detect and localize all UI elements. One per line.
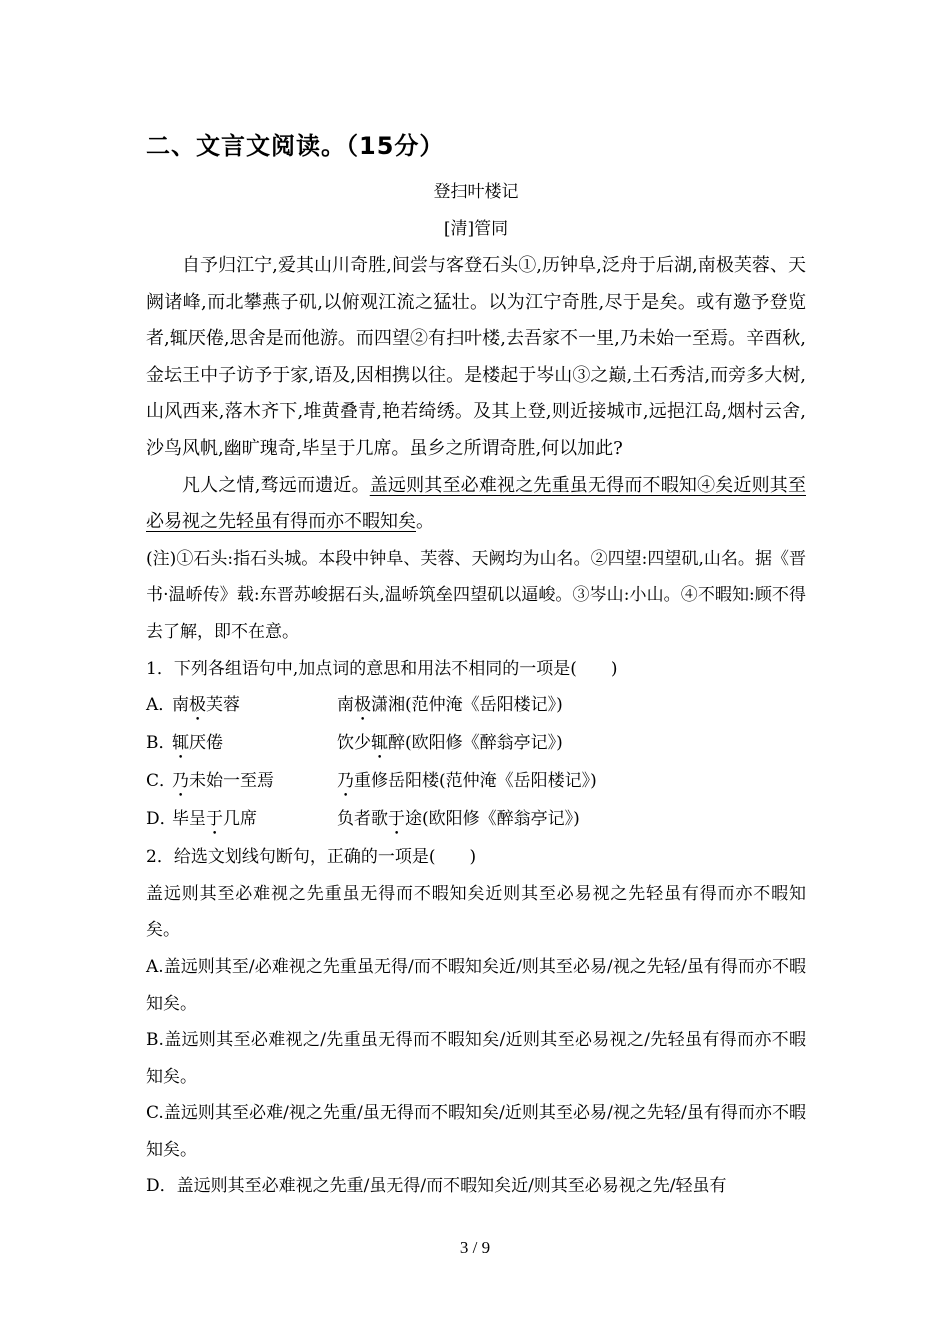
option-right-phrase: 负者歌于途(欧阳修《醉翁亭记》) bbox=[337, 809, 580, 830]
q2-option-d: D．盖远则其至必难视之先重/虽无得/而不暇知矣近/则其至必易视之先/轻虽有 bbox=[146, 1176, 727, 1197]
underlined-sentence: 盖远则其至必难视之先重虽无得而不暇知④矣近则其至必易视之先轻虽有得而亦不暇知矣 bbox=[146, 474, 806, 533]
q1-option-c bbox=[146, 763, 806, 801]
passage-author: [清]管同 bbox=[443, 219, 509, 239]
dotted-word: 于 bbox=[388, 809, 405, 830]
q1-option-d bbox=[146, 801, 806, 839]
q2-option-c: C.盖远则其至必难/视之先重/虽无得而不暇知矣/近则其至必易/视之先轻/虽有得而亦不暇知矣。 bbox=[146, 1103, 806, 1160]
option-right-phrase: 南极潇湘(范仲淹《岳阳楼记》) bbox=[337, 695, 563, 716]
option-right-phrase: 乃重修岳阳楼(范仲淹《岳阳楼记》) bbox=[337, 771, 597, 792]
question-1-stem: 1．下列各组语句中,加点词的意思和用法不相同的一项是( ) bbox=[146, 658, 618, 679]
page-number: 3 / 9 bbox=[459, 1238, 491, 1257]
option-left-phrase: 乃未始一至焉 bbox=[172, 771, 274, 792]
dotted-word: 极 bbox=[189, 695, 206, 716]
q2-option-a: A.盖远则其至/必难视之先重虽无得/而不暇知矣近/则其至必易/视之先轻/虽有得而亦不暇知矣。 bbox=[146, 956, 806, 1014]
section-title: 二、文言文阅读。（15分） bbox=[146, 132, 445, 160]
document-page bbox=[146, 118, 806, 1205]
question-2-sentence: 盖远则其至必难视之先重虽无得而不暇知矣近则其至必易视之先轻虽有得而亦不暇知矣。 bbox=[146, 883, 806, 941]
paragraph-2-end: 。 bbox=[416, 511, 434, 533]
question-2-stem: 2．给选文划线句断句，正确的一项是( ) bbox=[146, 847, 477, 868]
option-left-phrase: 毕呈于几席 bbox=[172, 809, 257, 830]
passage-paragraph-2 bbox=[146, 468, 806, 541]
q2-option-b: B.盖远则其至必难视之/先重虽无得而不暇知矣/近则其至必易视之/先轻虽有得而亦不暇知矣。 bbox=[146, 1030, 806, 1087]
option-letter: D． bbox=[146, 809, 177, 830]
option-left-phrase: 辄厌倦 bbox=[172, 733, 223, 754]
dotted-word: 辄 bbox=[371, 733, 388, 754]
q1-option-a bbox=[146, 687, 806, 725]
passage-title: 登扫叶楼记 bbox=[433, 182, 519, 202]
dotted-word: 于 bbox=[206, 809, 223, 830]
passage-paragraph-1: 自予归江宁,爱其山川奇胜,间尝与客登石头①,历钟阜,泛舟于后湖,南极芙蓉、天阙诸峰,而北攀燕子矶,以俯观江流之猛壮。以为江宁奇胜,尽于是矣。或有邀予登览者,辄厌倦,思舍是而他游。而四望②有扫叶楼,去吾家不一里,乃未始一至焉。辛酉秋,金坛王中子访予于家,语及,因相携以往。是楼起于岑山③之巅,土石秀洁,而旁多大树,山风西来,落木齐下,堆黄叠青,艳若绮绣。及其上登,则近接城市,远挹江岛,烟村云舍,沙鸟风帆,幽旷瑰奇,毕呈于几席。虽乡之所谓奇胜,何以加此? bbox=[146, 255, 806, 459]
dotted-word: 辄 bbox=[172, 733, 189, 754]
dotted-word: 乃 bbox=[172, 771, 189, 792]
option-right-phrase: 饮少辄醉(欧阳修《醉翁亭记》) bbox=[337, 733, 563, 754]
option-letter: B． bbox=[146, 733, 176, 754]
option-letter: A． bbox=[146, 695, 176, 716]
annotation-notes: (注)①石头:指石头城。本段中钟阜、芙蓉、天阙均为山名。②四望:四望矶,山名。据《晋书·温峤传》载:东晋苏峻据石头,温峤筑垒四望矶以逼峻。③岑山:小山。④不暇知:顾不得去了解，即不在意。 bbox=[146, 548, 806, 642]
option-letter: C． bbox=[146, 771, 177, 792]
q1-option-b bbox=[146, 725, 806, 763]
dotted-word: 极 bbox=[354, 695, 371, 716]
paragraph-2-text: 凡人之情,骛远而遗近。 bbox=[182, 474, 370, 496]
option-left-phrase: 南极芙蓉 bbox=[172, 695, 240, 716]
dotted-word: 乃 bbox=[337, 771, 354, 792]
